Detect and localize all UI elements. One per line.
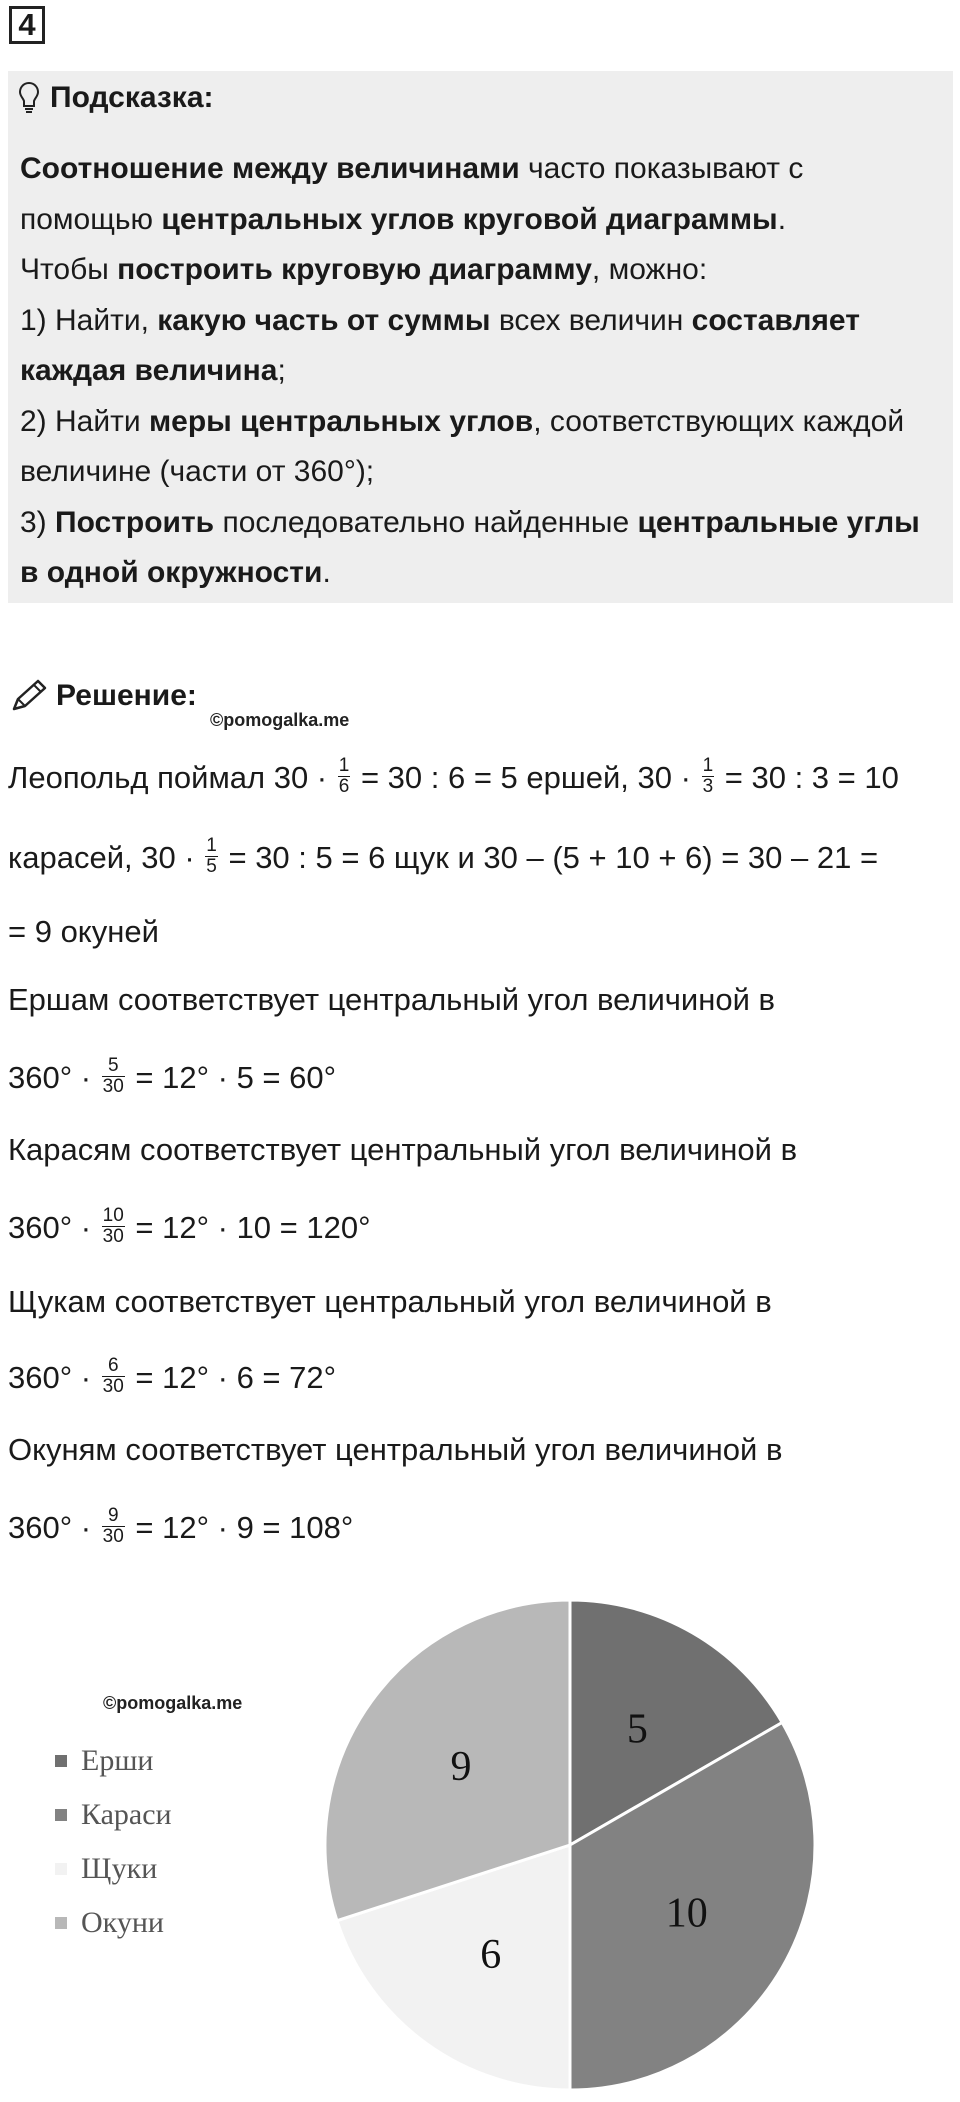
hint-text: 3): [20, 505, 56, 539]
solution-line: [8, 1130, 797, 1170]
solution-text: 360° ·: [8, 1510, 100, 1545]
pencil-icon: [10, 679, 48, 713]
solution-text: Ершам соответствует центральный угол величиной в: [8, 982, 776, 1017]
solution-title: Решение:: [56, 679, 197, 712]
hint-bold-text: Соотношение между величинами: [20, 152, 520, 185]
solution-header: [10, 676, 197, 716]
solution-text: Карасям соответствует центральный угол величиной в: [8, 1132, 798, 1167]
solution-text: = 30 : 5 = 6 щук и 30 – (5 + 10 + 6) = 30 – 21 =: [219, 840, 879, 875]
solution-text: = 12° · 5 = 60°: [126, 1060, 337, 1095]
legend-label: Ерши: [81, 1744, 154, 1777]
legend-label: Щуки: [81, 1852, 158, 1885]
fraction-denominator: 6: [338, 776, 350, 798]
hint-body: [20, 144, 940, 599]
fraction-numerator: 6: [102, 1356, 125, 1377]
hint-text: ;: [277, 354, 286, 387]
hint-bold-text: Построить: [55, 505, 215, 539]
fraction-numerator: 1: [206, 835, 217, 857]
fraction-denominator: 30: [102, 1226, 124, 1248]
solution-text: = 30 : 6 = 5 ершей, 30 ·: [352, 760, 700, 795]
legend-swatch: [55, 1863, 67, 1875]
legend-label: Окуни: [81, 1906, 164, 1939]
fraction-numerator: 1: [338, 755, 350, 777]
solution-line: [8, 755, 899, 800]
solution-line: [8, 912, 159, 952]
solution-line: [8, 980, 775, 1020]
fraction-denominator: 30: [102, 1526, 124, 1548]
fraction-denominator: 30: [102, 1076, 124, 1098]
solution-line: [8, 1505, 354, 1550]
fraction-denominator: 30: [102, 1376, 124, 1398]
solution-text: Окуням соответствует центральный угол величиной в: [8, 1432, 783, 1467]
hint-bold-text: центральных углов круговой диаграммы: [161, 202, 778, 236]
legend-item: [55, 1788, 172, 1842]
pie-slice-label: 5: [626, 1706, 648, 1753]
hint-text: , можно:: [591, 253, 708, 286]
solution-line: [8, 1282, 772, 1322]
fraction-numerator: 9: [102, 1506, 125, 1527]
solution-line: [8, 1355, 337, 1400]
hint-text: 1) Найти,: [20, 303, 158, 337]
hint-text: Чтобы: [20, 253, 118, 286]
hint-text: последовательно найденные: [214, 505, 638, 539]
solution-line: [8, 835, 879, 880]
legend-swatch: [55, 1809, 67, 1821]
fraction-numerator: 5: [102, 1056, 125, 1077]
hint-title: Подсказка:: [50, 81, 214, 114]
hint-bold-text: какую часть от суммы: [157, 303, 491, 337]
hint-bold-text: центральные углы в одной окружности: [20, 505, 920, 589]
pie-slice-label: 6: [480, 1932, 502, 1979]
hint-header: [18, 78, 214, 118]
fraction-denominator: 3: [702, 776, 714, 798]
hint-text: .: [777, 202, 787, 236]
chart-watermark: ©pomogalka.me: [103, 1693, 243, 1713]
hint-text: всех величин: [490, 303, 692, 337]
chart-legend: [55, 1734, 172, 1950]
solution-text: = 9 окуней: [8, 914, 159, 949]
fraction: [338, 756, 351, 797]
solution-text: = 12° · 9 = 108°: [126, 1510, 354, 1545]
fraction: [102, 1056, 125, 1097]
hint-bold-text: построить круговую диаграмму: [117, 253, 592, 286]
hint-text: , соответствующих каждой величине (части от 360°);: [20, 404, 905, 488]
solution-text: = 30 : 3 = 10: [716, 760, 899, 795]
pie-chart: [300, 1590, 840, 2100]
pie-slice-label: 10: [665, 1890, 708, 1937]
solution-text: Леопольд поймал 30 ·: [8, 760, 336, 795]
legend-swatch: [55, 1755, 67, 1767]
watermark: ©pomogalka.me: [210, 710, 350, 730]
fraction: [702, 756, 715, 797]
fraction: [102, 1206, 125, 1247]
hint-bold-text: меры центральных углов: [148, 404, 534, 438]
hint-paragraph: [20, 397, 940, 498]
task-number: 4: [9, 6, 45, 44]
legend-item: [55, 1896, 172, 1950]
hint-paragraph: [20, 498, 940, 599]
solution-text: 360° ·: [8, 1210, 100, 1245]
solution-text: 360° ·: [8, 1060, 100, 1095]
fraction-denominator: 5: [206, 856, 217, 878]
legend-item: [55, 1734, 172, 1788]
legend-item: [55, 1842, 172, 1896]
fraction-numerator: 1: [702, 755, 714, 777]
solution-line: [8, 1205, 371, 1250]
solution-text: = 12° · 6 = 72°: [126, 1360, 337, 1395]
fraction-numerator: 10: [102, 1205, 124, 1227]
lightbulb-icon: [18, 81, 40, 115]
solution-text: 360° ·: [8, 1360, 100, 1395]
pie-slice-label: 9: [450, 1743, 472, 1790]
fraction: [205, 836, 218, 877]
solution-text: = 12° · 10 = 120°: [126, 1210, 371, 1245]
fraction: [102, 1356, 125, 1397]
hint-text: .: [322, 556, 331, 589]
legend-label: Караси: [81, 1798, 172, 1831]
solution-line: [8, 1055, 337, 1100]
legend-swatch: [55, 1917, 67, 1929]
hint-paragraph: [20, 245, 940, 296]
hint-paragraph: [20, 296, 940, 397]
hint-text: 2) Найти: [20, 404, 149, 438]
solution-text: Щукам соответствует центральный угол величиной в: [8, 1284, 772, 1319]
fraction: [102, 1506, 125, 1547]
hint-bold-text: составляет каждая величина: [20, 303, 860, 387]
hint-text: часто показывают с помощью: [20, 152, 804, 236]
hint-paragraph: [20, 144, 940, 245]
solution-line: [8, 1430, 782, 1470]
solution-text: карасей, 30 ·: [8, 840, 204, 875]
